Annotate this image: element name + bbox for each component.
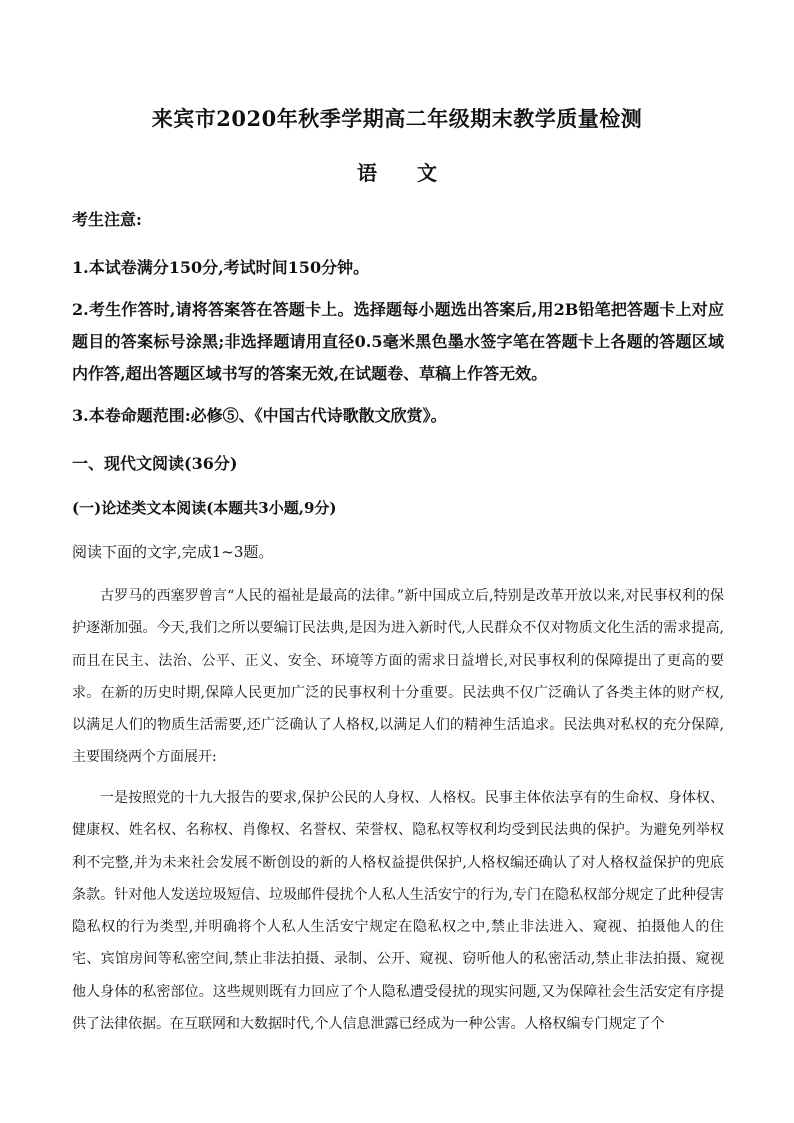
reading-instruction: 阅读下面的文字,完成1~3题。 [72, 543, 274, 561]
notice-heading: 考生注意: [72, 210, 142, 229]
subsection-heading-argumentative-text: (一)论述类文本阅读(本题共3小题,9分) [72, 499, 337, 517]
notice-item-3: 3.本卷命题范围:必修⑤、《中国古代诗歌散文欣赏》。 [72, 406, 447, 425]
section-heading-modern-reading: 一、现代文阅读(36分) [72, 454, 238, 473]
exam-title: 来宾市2020年秋季学期高二年级期末教学质量检测 [151, 106, 643, 131]
passage-paragraph-2: 一是按照党的十九大报告的要求,保护公民的人身权、人格权。民事主体依法享有的生命权、身体权、健康权、姓名权、名称权、肖像权、名誉权、荣誉权、隐私权等权利均受到民法典的保护。为避免列举权利不完整,并为未来社会发展不断创设的新的人格权益提供保护,人格权编还确认了对人格权益保护的兜底条款。针对他人发送垃圾短信、垃圾邮件侵扰个人私人生活安宁的行为,专门在隐私权部分规定了此种侵害隐私权的行为类型,并明确将个人私人生活安宁规定在隐私权之中,禁止非法进入、窥视、拍摄他人的住宅、宾馆房间等私密空间,禁止非法拍摄、录制、公开、窥视、窃听他人的私密活动,禁止非法拍摄、窥视他人身体的私密部位。这些规则既有力回应了个人隐私遭受侵扰的现实问题,又为保障社会生活安定有序提供了法律依据。在互联网和大数据时代,个人信息泄露已经成为一种公害。人格权编专门规定了个 [72, 790, 724, 1033]
notice-item-1: 1.本试卷满分150分,考试时间150分钟。 [72, 258, 370, 277]
notice-item-2: 2.考生作答时,请将答案答在答题卡上。选择题每小题选出答案后,用2B铅笔把答题卡上对应题目的答案标号涂黑;非选择题请用直径0.5毫米黑色墨水签字笔在答题卡上各题的答题区域内作答,超出答题区域书写的答案无效,在试题卷、草稿上作答无效。 [72, 300, 724, 383]
passage-paragraph-1: 古罗马的西塞罗曾言“人民的福祉是最高的法律。”新中国成立后,特别是改革开放以来,对民事权利的保护逐渐加强。今天,我们之所以要编订民法典,是因为进入新时代,人民群众不仅对物质文化生活的需求提高,而且在民主、法治、公平、正义、安全、环境等方面的需求日益增长,对民事权利的保障提出了更高的要求。在新的历史时期,保障人民更加广泛的民事权利十分重要。民法典不仅广泛确认了各类主体的财产权,以满足人们的物质生活需要,还广泛确认了人格权,以满足人们的精神生活追求。民法典对私权的充分保障,主要围绕两个方面展开: [72, 588, 724, 766]
subject-heading: 语 文 [357, 161, 437, 185]
